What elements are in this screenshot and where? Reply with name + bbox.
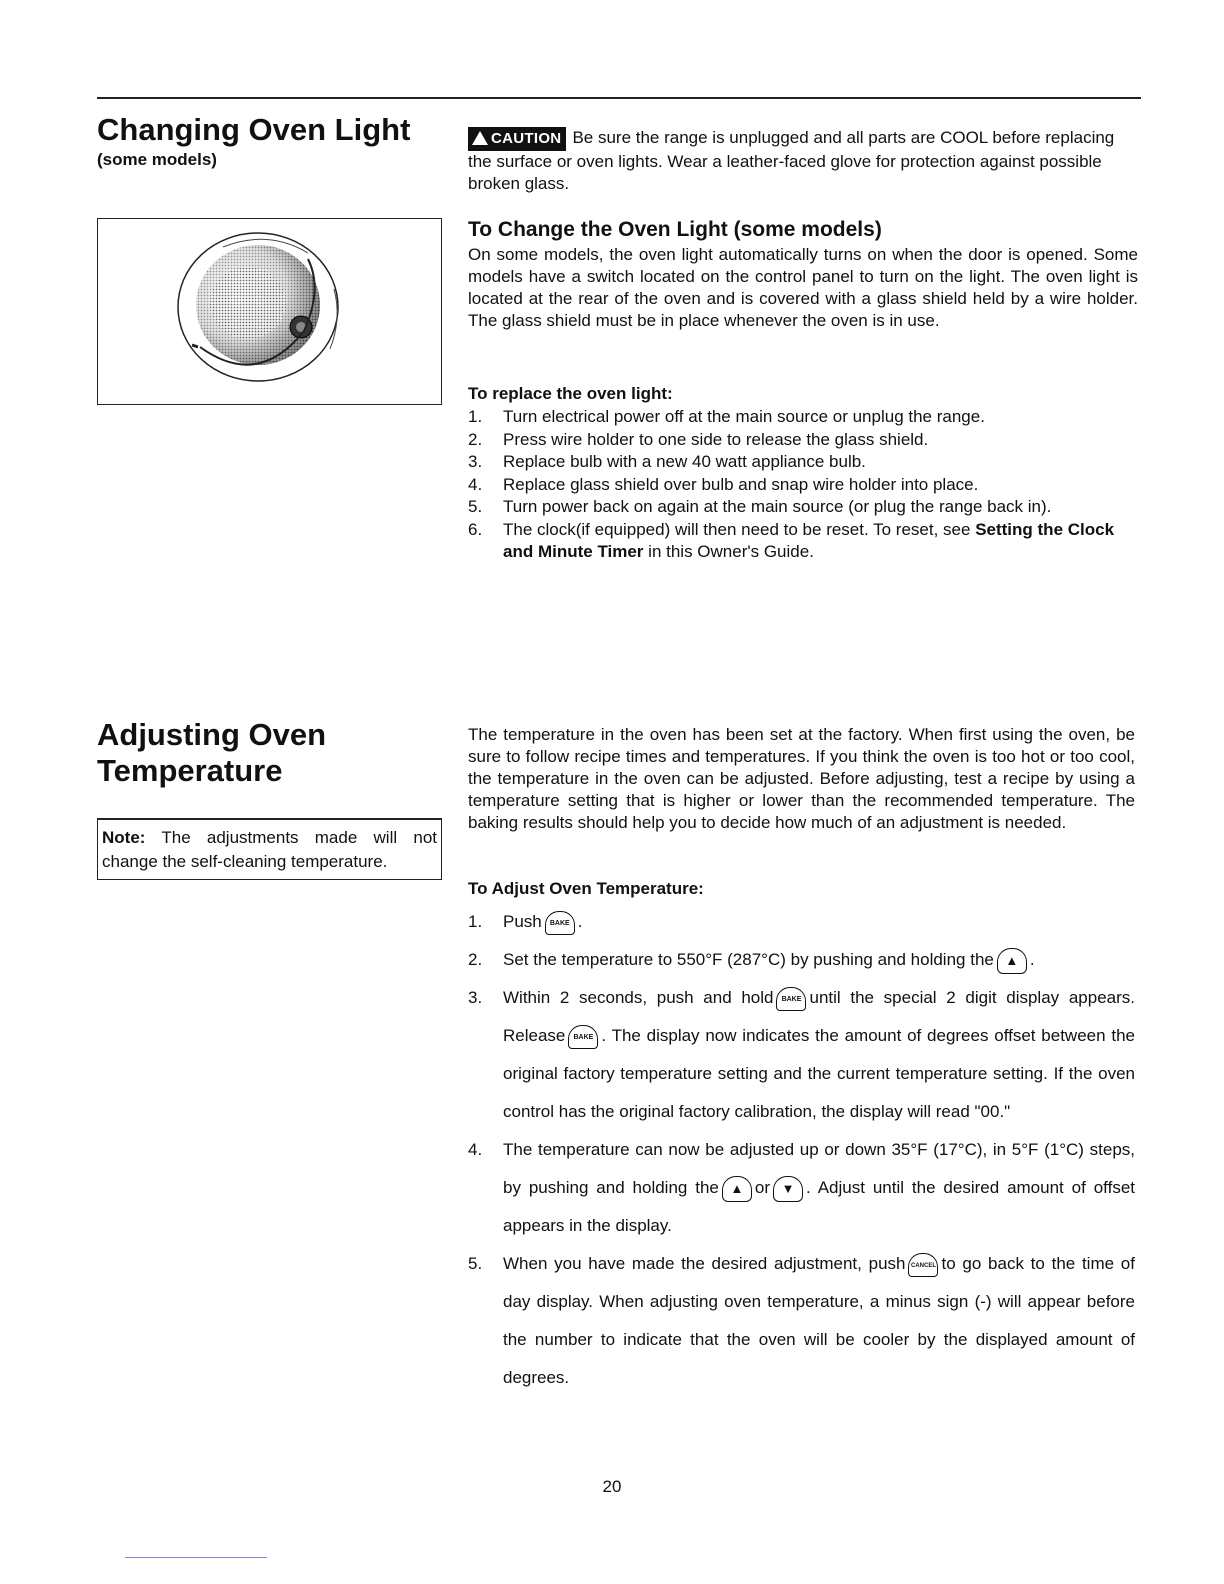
- replace-steps-heading: To replace the oven light:: [468, 384, 673, 403]
- change-light-section: [468, 218, 1138, 332]
- list-item: 1. Push BAKE .: [468, 903, 1135, 941]
- list-item: 3. Within 2 seconds, push and hold BAKE until the special 2 digit display appears. Release BAKE . The display now indicates the amount of degrees offset between the original factory temperature setting and the current temperature setting. If the oven control has the original factory calibration, the display will read "00.": [468, 988, 1135, 1121]
- top-rule: [97, 97, 1141, 99]
- replace-light-steps: [468, 384, 1138, 564]
- adjust-steps-list: [468, 903, 1135, 1397]
- oven-light-illustration: [97, 218, 442, 405]
- adjust-steps-heading: To Adjust Oven Temperature:: [468, 879, 704, 898]
- cancel-key-icon: CANCEL: [908, 1253, 938, 1277]
- up-arrow-key-icon: ▲: [997, 948, 1027, 974]
- bottom-line: [125, 1557, 267, 1558]
- section-title: Changing Oven Light: [97, 112, 411, 147]
- caution-label: CAUTION: [491, 130, 562, 147]
- bake-key-icon: BAKE: [568, 1025, 598, 1049]
- up-arrow-key-icon: ▲: [722, 1176, 752, 1202]
- oven-light-bulb-icon: [98, 219, 440, 403]
- adjust-temp-paragraph: The temperature in the oven has been set at the factory. When first using the oven, be sure to follow recipe times and temperatures. If you think the oven is too hot or too cool, the temperature in the oven can be adjusted. Before adjusting, test a recipe by using a temperature setting that is higher or lower than the recommended temperature. The baking results should help you to decide how much of an adjustment is needed.: [468, 725, 1135, 832]
- note-label: Note:: [102, 828, 146, 847]
- bake-key-icon: BAKE: [545, 911, 575, 935]
- section-title-line1: Adjusting Oven: [97, 717, 327, 752]
- list-item: 6. The clock(if equipped) will then need to be reset. To reset, see Setting the Clock and Minute Timer in this Owner's Guide.: [468, 519, 1115, 561]
- caution-badge: [468, 127, 566, 151]
- caution-paragraph: [468, 127, 1138, 195]
- list-item: 1. Turn electrical power off at the main source or unplug the range.: [468, 407, 985, 426]
- note-text: The adjustments made will not change the self-cleaning temperature.: [102, 828, 437, 871]
- adjust-temp-intro: [468, 724, 1135, 834]
- list-item: 4. Replace glass shield over bulb and snap wire holder into place.: [468, 474, 979, 494]
- replace-steps-list: [468, 406, 1138, 564]
- page-number: 20: [602, 1477, 622, 1496]
- section-adjust-temp-header: [97, 717, 437, 789]
- change-light-paragraph: On some models, the oven light automatically turns on when the door is opened. Some models have a switch located on the control panel to turn on the light. The oven light is located at the rear of the oven and is covered with a glass shield held by a wire holder. The glass shield must be in place whenever the oven is in use.: [468, 245, 1138, 330]
- section-subtitle: (some models): [97, 150, 217, 169]
- list-item: 5. Turn power back on again at the main source (or plug the range back in).: [468, 497, 1052, 516]
- list-item: 4. The temperature can now be adjusted up or down 35°F (17°C), in 5°F (1°C) steps, by pushing and holding the ▲ or ▼ . Adjust until the desired amount of offset appears in the display.: [468, 1140, 1135, 1235]
- caution-text: Be sure the range is unplugged and all parts are COOL before replacing the surface or oven lights. Wear a leather-faced glove for protection against possible broken glass.: [468, 128, 1115, 193]
- caution-block: [468, 127, 1138, 195]
- list-item: 2. Press wire holder to one side to release the glass shield.: [468, 429, 929, 449]
- note-box: [97, 818, 442, 880]
- change-light-heading: To Change the Oven Light (some models): [468, 218, 882, 241]
- warning-icon: [472, 131, 488, 145]
- bake-key-icon: BAKE: [776, 987, 806, 1011]
- section-title-line2: Temperature: [97, 753, 283, 788]
- section-changing-oven-light-header: [97, 112, 437, 170]
- list-item: 2. Set the temperature to 550°F (287°C) by pushing and holding the ▲ .: [468, 941, 1135, 979]
- down-arrow-key-icon: ▼: [773, 1176, 803, 1202]
- list-item: 5. When you have made the desired adjustment, push CANCEL to go back to the time of day display. When adjusting oven temperature, a minus sign (-) will appear before the number to indicate that the oven will be cooler by the displayed amount of degrees.: [468, 1254, 1135, 1387]
- list-item: 3. Replace bulb with a new 40 watt appliance bulb.: [468, 452, 866, 471]
- adjust-temp-steps: [468, 879, 1135, 1397]
